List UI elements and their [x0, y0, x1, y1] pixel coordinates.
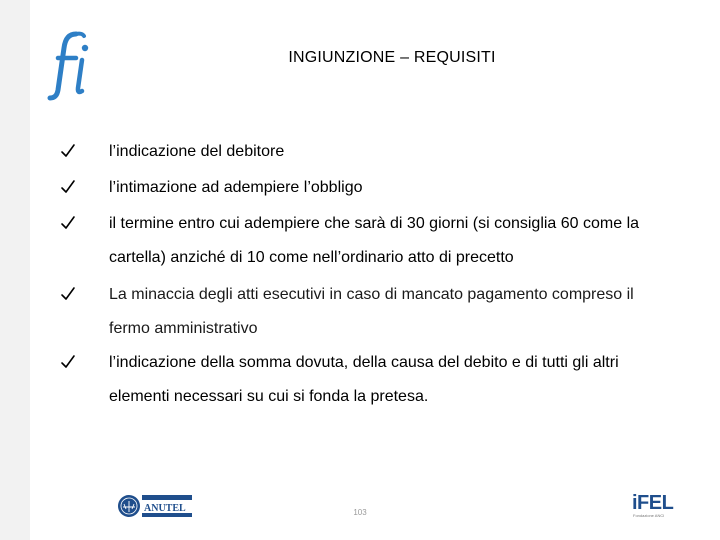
ifel-logo-text: iFEL: [632, 492, 674, 514]
anutel-logo-text: ANUTEL: [144, 503, 186, 514]
ifel-logo: [632, 492, 672, 522]
bullet-text: l’indicazione della somma dovuta, della causa del debito e di tutti gli altri elementi necessari su cui si fonda la pretesa.: [109, 354, 619, 405]
bullet-text: La minaccia degli atti esecutivi in caso di mancato pagamento compreso il fermo amministrativo: [109, 286, 634, 337]
checkmark-icon: [60, 143, 76, 159]
bullet-text: l’indicazione del debitore: [109, 143, 285, 160]
checkmark-icon: [60, 179, 76, 195]
ifel-logo-subtitle: Fondazione ANCI: [633, 513, 665, 518]
checkmark-icon: [60, 286, 76, 302]
checkmark-icon: [60, 215, 76, 231]
anutel-logo-icon: [116, 492, 194, 520]
slide-side-strip: [0, 0, 30, 540]
bullet-text: il termine entro cui adempiere che sarà di 30 giorni (si consiglia 60 come la cartella) anziché di 10 come nell’ordinario atto di precetto: [109, 215, 640, 266]
page-number: 103: [353, 508, 367, 517]
slide-title: INGIUNZIONE – REQUISITI: [288, 49, 496, 66]
bullet-text: l’intimazione ad adempiere l’obbligo: [109, 179, 363, 196]
checkmark-icon: [60, 354, 76, 370]
